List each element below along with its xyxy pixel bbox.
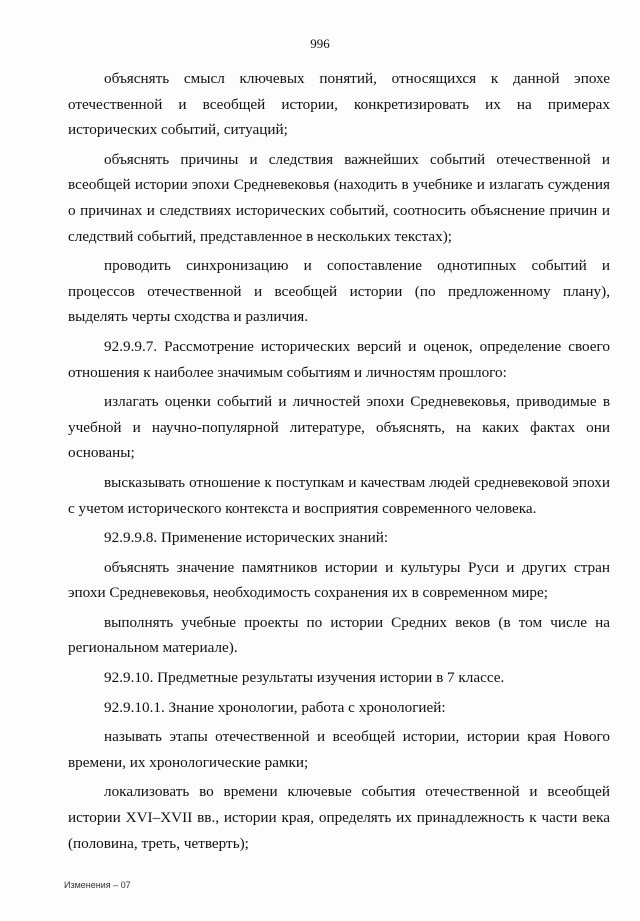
- paragraph: называть этапы отечественной и всеобщей истории, истории края Нового времени, их хронологические рамки;: [68, 728, 610, 771]
- paragraph: объяснять смысл ключевых понятий, относящихся к данной эпохе отечественной и всеобщей истории, конкретизировать их на примерах исторических событий, ситуаций;: [68, 70, 610, 139]
- paragraph: объяснять причины и следствия важнейших событий отечественной и всеобщей истории эпохи Средневековья (находить в учебнике и излагать суждения о причинах и следствиях исторических событий, соотносить объяснение причин и следствий событий, представленное в нескольких текстах);: [68, 150, 610, 245]
- paragraph: 92.9.10.1. Знание хронологии, работа с хронологией:: [104, 698, 446, 716]
- paragraph: высказывать отношение к поступкам и качествам людей средневековой эпохи с учетом исторического контекста и восприятия современного человека.: [68, 473, 610, 517]
- document-body: [68, 66, 610, 860]
- paragraph: 92.9.9.7. Рассмотрение исторических версий и оценок, определение своего отношения к наиболее значимым событиям и личностям прошлого:: [68, 337, 610, 381]
- paragraph: объяснять значение памятников истории и культуры Руси и других стран эпохи Средневековья, необходимость сохранения их в современном мире;: [68, 558, 610, 602]
- footer-note: Изменения – 07: [64, 880, 131, 890]
- paragraph: 92.9.9.8. Применение исторических знаний:: [104, 529, 389, 547]
- page-number: 996: [310, 36, 330, 51]
- paragraph: локализовать во времени ключевые события отечественной и всеобщей истории XVI–XVII вв., истории края, определять их принадлежность к части века (половина, треть, четверть);: [68, 783, 610, 852]
- paragraph: проводить синхронизацию и сопоставление однотипных событий и процессов отечественной и всеобщей истории (по предложенному плану), выделять черты сходства и различия.: [68, 257, 610, 326]
- paragraph: 92.9.10. Предметные результаты изучения истории в 7 классе.: [104, 669, 505, 687]
- paragraph: излагать оценки событий и личностей эпохи Средневековья, приводимые в учебной и научно-популярной литературе, объяснять, на каких фактах они основаны;: [68, 393, 610, 462]
- paragraph: выполнять учебные проекты по истории Средних веков (в том числе на региональном материале).: [68, 613, 610, 657]
